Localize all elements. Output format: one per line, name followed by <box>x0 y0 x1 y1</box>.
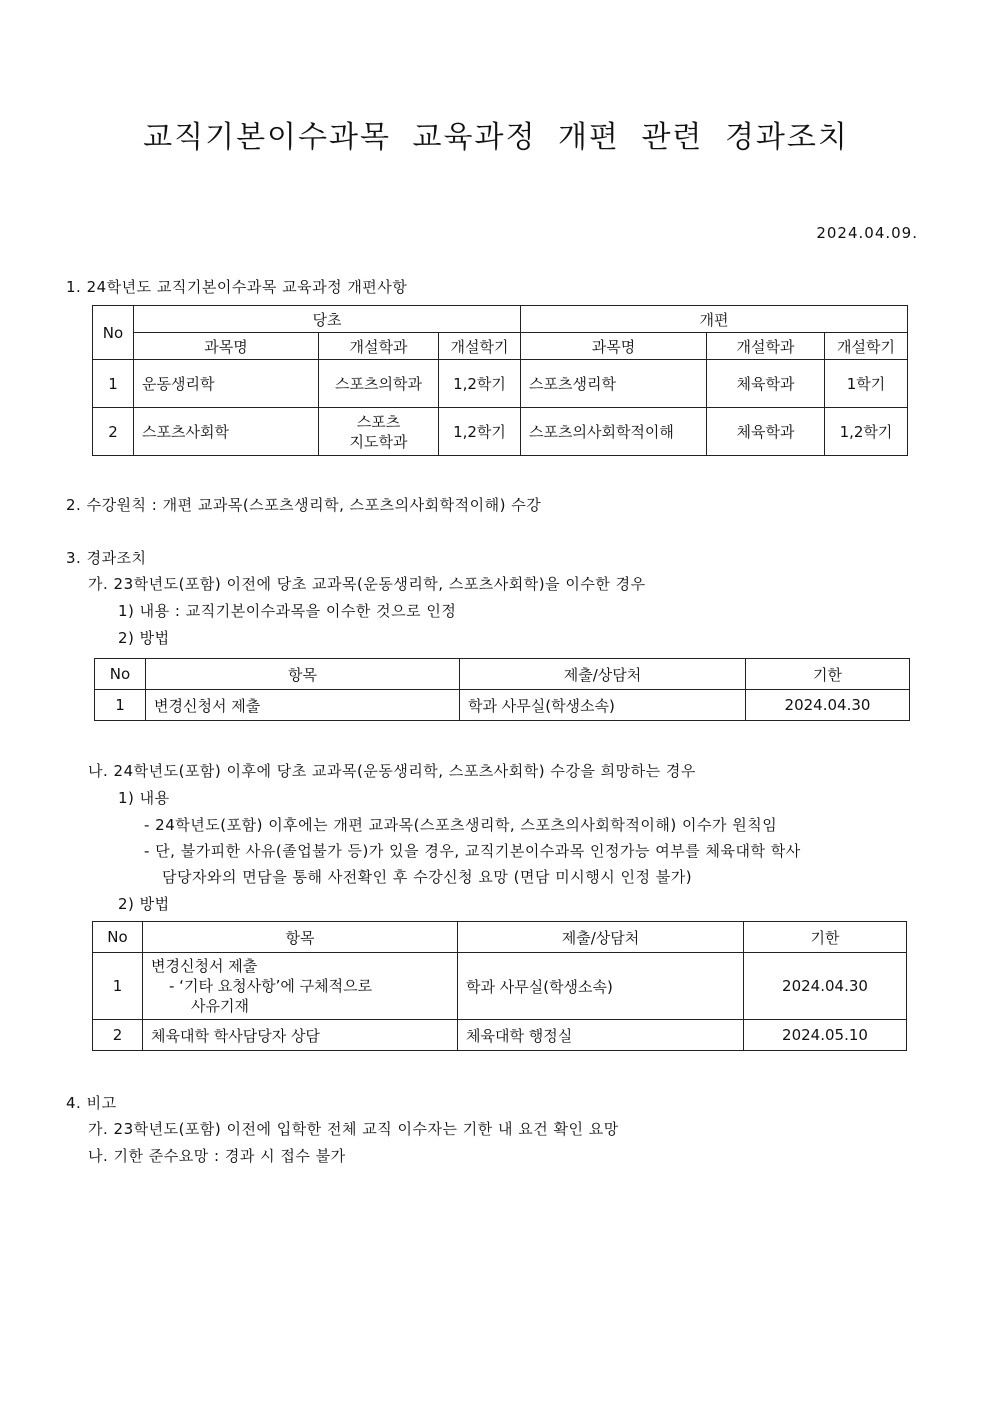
header-deadline: 기한 <box>746 659 910 690</box>
section3-heading: 3. 경과조치 <box>66 549 147 567</box>
row-no: 1 <box>93 953 143 1020</box>
header-group-before: 당초 <box>134 306 521 333</box>
section3-na-bullet2-line1: - 단, 불가피한 사유(졸업불가 등)가 있을 경우, 교직기본이수과목 인정가능 여부를 체육대학 학사 <box>144 842 801 860</box>
header-no: No <box>93 306 134 360</box>
before-subject: 운동생리학 <box>134 360 319 408</box>
row-deadline: 2024.04.30 <box>746 690 910 721</box>
section3-na-heading: 나. 24학년도(포함) 이후에 당초 교과목(운동생리학, 스포츠사회학) 수강을 희망하는 경우 <box>88 762 696 780</box>
section3-na-content: 1) 내용 <box>118 789 170 807</box>
before-subject: 스포츠사회학 <box>134 408 319 456</box>
section4-heading: 4. 비고 <box>66 1094 117 1112</box>
ga-method-table <box>94 658 910 721</box>
section3-ga-method: 2) 방법 <box>118 629 170 647</box>
after-subject: 스포츠생리학 <box>521 360 707 408</box>
row-place: 학과 사무실(학생소속) <box>460 690 746 721</box>
table-row <box>93 1020 907 1051</box>
section3-na-method: 2) 방법 <box>118 895 170 913</box>
row-place: 학과 사무실(학생소속) <box>458 953 744 1020</box>
document-date: 2024.04.09. <box>816 224 918 242</box>
header-deadline: 기한 <box>744 922 907 953</box>
before-term: 1,2학기 <box>439 360 521 408</box>
section3-ga-content: 1) 내용 : 교직기본이수과목을 이수한 것으로 인정 <box>118 602 457 620</box>
header-after-term: 개설학기 <box>825 333 908 360</box>
header-before-term: 개설학기 <box>439 333 521 360</box>
row-place: 체육대학 행정실 <box>458 1020 744 1051</box>
header-item: 항목 <box>146 659 460 690</box>
after-dept: 체육학과 <box>707 408 825 456</box>
header-place: 제출/상담처 <box>460 659 746 690</box>
row-item-line2: - ‘기타 요청사항’에 구체적으로 <box>169 977 373 995</box>
before-term: 1,2학기 <box>439 408 521 456</box>
table-row <box>95 690 910 721</box>
row-deadline: 2024.04.30 <box>744 953 907 1020</box>
row-item-line1: 변경신청서 제출 <box>151 957 258 975</box>
header-after-subject: 과목명 <box>521 333 707 360</box>
row-deadline: 2024.05.10 <box>744 1020 907 1051</box>
table-row <box>93 408 908 456</box>
section3-na-bullet2-line2: 담당자와의 면담을 통해 사전확인 후 수강신청 요망 (면담 미시행시 인정 불가) <box>162 868 693 886</box>
row-item: 변경신청서 제출 <box>146 690 460 721</box>
row-no: 2 <box>93 1020 143 1051</box>
header-place: 제출/상담처 <box>458 922 744 953</box>
header-no: No <box>95 659 146 690</box>
section4-ga: 가. 23학년도(포함) 이전에 입학한 전체 교직 이수자는 기한 내 요건 확인 요망 <box>88 1120 619 1138</box>
before-dept-line2: 지도학과 <box>349 432 408 451</box>
header-group-after: 개편 <box>521 306 908 333</box>
after-subject: 스포츠의사회학적이해 <box>521 408 707 456</box>
header-before-subject: 과목명 <box>134 333 319 360</box>
header-item: 항목 <box>143 922 458 953</box>
section1-heading: 1. 24학년도 교직기본이수과목 교육과정 개편사항 <box>66 278 408 296</box>
row-no: 2 <box>93 408 134 456</box>
table-row <box>93 953 907 1020</box>
section2-heading: 2. 수강원칙 : 개편 교과목(스포츠생리학, 스포츠의사회학적이해) 수강 <box>66 496 542 514</box>
row-item <box>143 953 458 1020</box>
section3-na-bullet1: - 24학년도(포함) 이후에는 개편 교과목(스포츠생리학, 스포츠의사회학적이해) 이수가 원칙임 <box>144 816 778 834</box>
before-dept: 스포츠의학과 <box>319 360 439 408</box>
before-dept <box>319 408 439 456</box>
row-no: 1 <box>93 360 134 408</box>
row-item-line3: 사유기재 <box>191 997 249 1015</box>
after-dept: 체육학과 <box>707 360 825 408</box>
header-no: No <box>93 922 143 953</box>
before-dept-line1: 스포츠 <box>356 412 401 431</box>
page-title: 교직기본이수과목 교육과정 개편 관련 경과조치 <box>143 120 849 155</box>
header-after-dept: 개설학과 <box>707 333 825 360</box>
section3-ga-heading: 가. 23학년도(포함) 이전에 당초 교과목(운동생리학, 스포츠사회학)을 이수한 경우 <box>88 575 646 593</box>
row-item: 체육대학 학사담당자 상담 <box>143 1020 458 1051</box>
table-row <box>93 360 908 408</box>
header-before-dept: 개설학과 <box>319 333 439 360</box>
na-method-table <box>92 921 907 1051</box>
row-no: 1 <box>95 690 146 721</box>
section4-na: 나. 기한 준수요망 : 경과 시 접수 불가 <box>88 1147 346 1165</box>
curriculum-change-table <box>92 305 908 456</box>
after-term: 1학기 <box>825 360 908 408</box>
after-term: 1,2학기 <box>825 408 908 456</box>
